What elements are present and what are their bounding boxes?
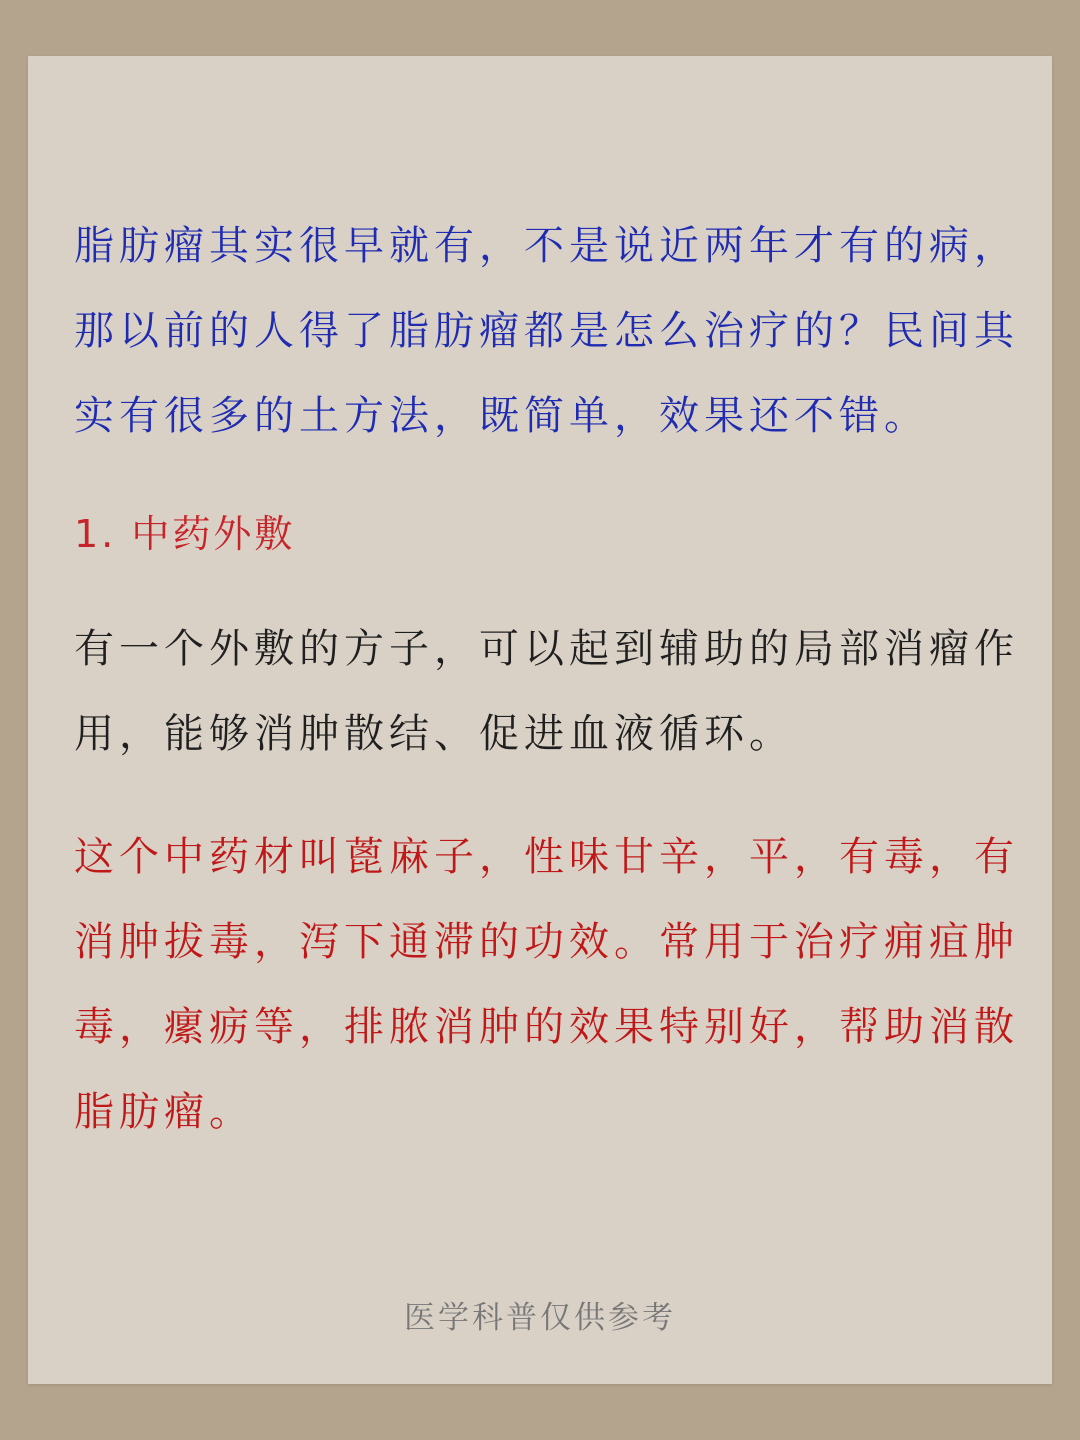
document-page [28,56,1052,1384]
article-content [74,204,1034,1155]
highlight-paragraph: 这个中药材叫蓖麻子，性味甘辛，平，有毒，有消肿拔毒，泻下通滞的功效。常用于治疗痈疽肿毒，瘰疬等，排脓消肿的效果特别好，帮助消散脂肪瘤。 [74,834,1019,1135]
section-heading: 1. 中药外敷 [74,512,296,556]
footer-note: 医学科普仅供参考 [404,1300,676,1336]
section-body-paragraph: 有一个外敷的方子，可以起到辅助的局部消瘤作用，能够消肿散结、促进血液循环。 [74,626,1019,757]
intro-paragraph: 脂肪瘤其实很早就有，不是说近两年才有的病，那以前的人得了脂肪瘤都是怎么治疗的？民间其实有很多的土方法，既简单，效果还不错。 [74,223,1019,439]
